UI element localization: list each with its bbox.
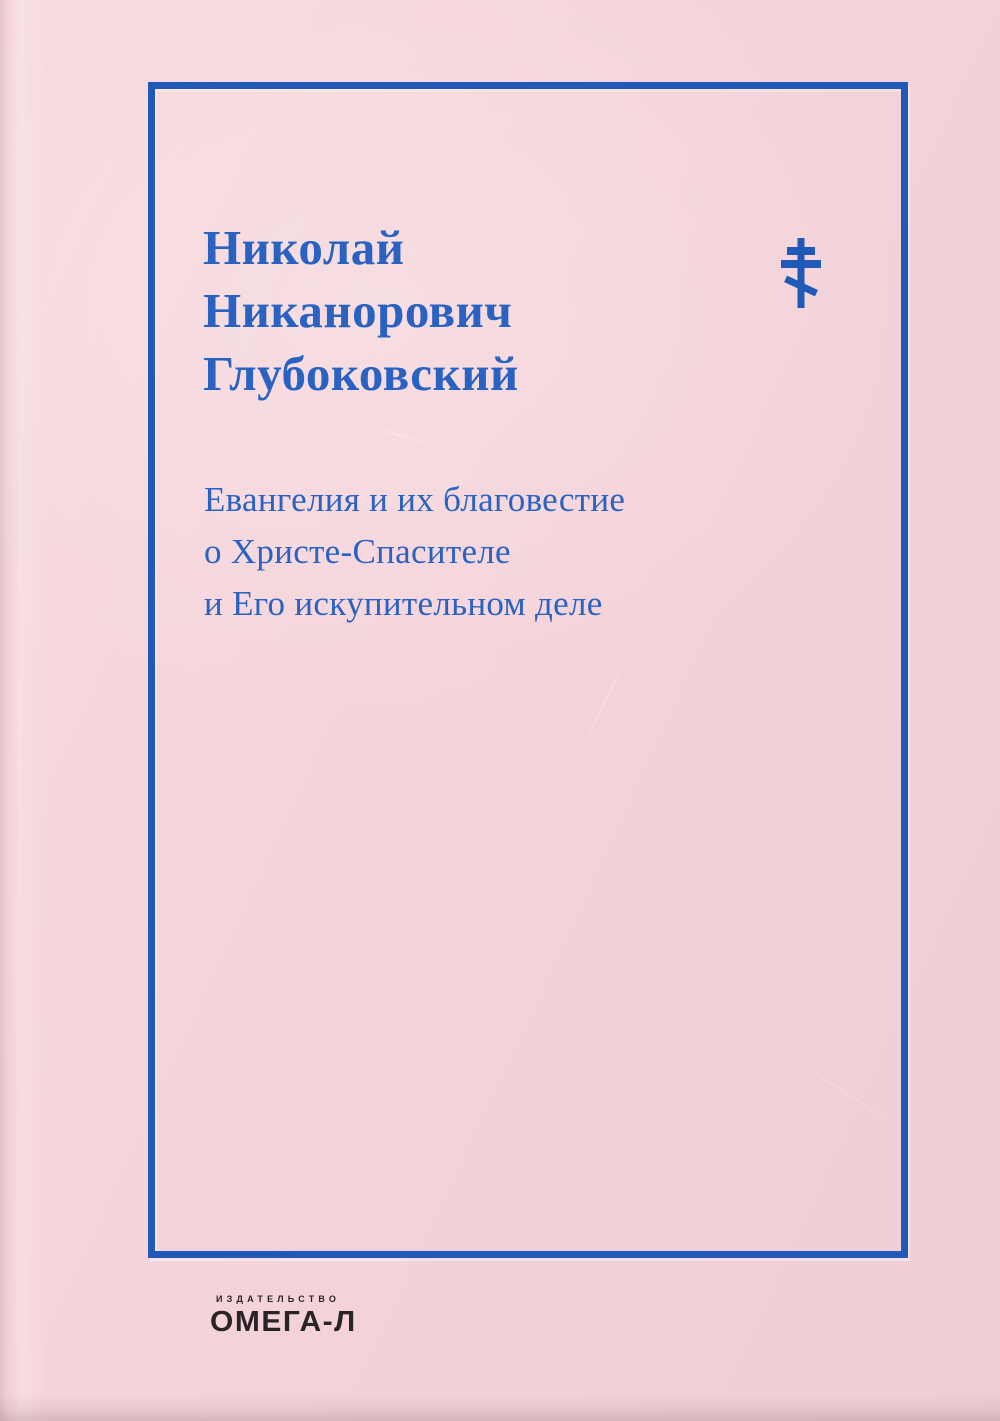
- title-line-1: Евангелия и их благовестие: [204, 480, 626, 519]
- publisher-name-text: ОМЕГА-Л: [210, 1306, 357, 1338]
- publisher-logo: [210, 1294, 357, 1340]
- book-bottom-edge-shadow: [0, 1395, 1000, 1421]
- book-title: [204, 474, 625, 630]
- author-line-1: Николай: [203, 220, 405, 275]
- publisher-label-text: ИЗДАТЕЛЬСТВО: [216, 1294, 341, 1304]
- title-line-2: о Христе-Спасителе: [204, 532, 511, 571]
- title-line-3: и Его искупительном деле: [204, 584, 603, 623]
- book-spine-shading: [0, 0, 46, 1421]
- author-line-2: Никанорович: [203, 283, 513, 338]
- orthodox-cross-icon: [781, 238, 821, 308]
- author-name: [203, 216, 519, 405]
- author-line-3: Глубоковский: [203, 346, 519, 401]
